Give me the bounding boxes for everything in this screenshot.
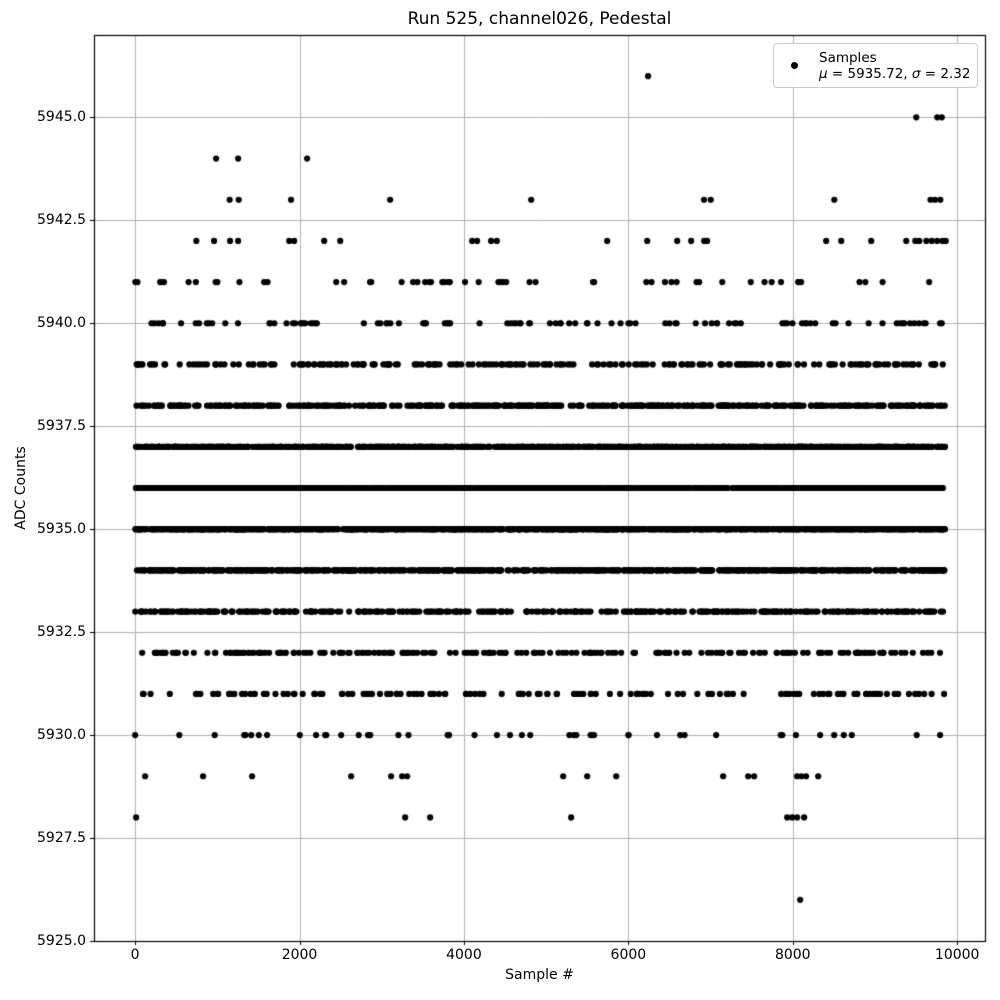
- y-tick-label: 5925.0: [37, 933, 86, 949]
- x-tick-label: 4000: [446, 947, 482, 963]
- legend: [773, 43, 978, 88]
- legend-series-label: Samples: [819, 49, 877, 66]
- x-axis-label: Sample #: [505, 967, 574, 983]
- y-tick-label: 5930.0: [37, 727, 86, 744]
- legend-text: [819, 50, 970, 82]
- x-tick-label: 8000: [774, 947, 811, 963]
- y-tick-label: 5940.0: [37, 315, 86, 332]
- legend-sigma-value: = 2.32: [920, 65, 971, 82]
- y-tick-label: 5932.5: [37, 624, 86, 641]
- legend-stats-line: [819, 66, 970, 82]
- y-tick-label: 5937.5: [37, 418, 86, 435]
- x-tick-label: 10000: [934, 947, 980, 963]
- legend-marker-box: [784, 62, 804, 69]
- legend-mu-symbol: μ: [819, 65, 828, 82]
- legend-marker-dot: [791, 62, 798, 69]
- y-tick-label: 5935.0: [37, 521, 86, 538]
- y-tick-label: 5945.0: [37, 109, 86, 126]
- legend-mu-value: = 5935.72,: [827, 65, 912, 82]
- x-tick-label: 6000: [610, 947, 647, 963]
- chart-title: Run 525, channel026, Pedestal: [407, 9, 672, 29]
- y-tick-label: 5927.5: [37, 830, 86, 847]
- x-tick-label: 2000: [281, 947, 318, 963]
- x-tick-label: 0: [130, 947, 140, 963]
- y-axis-label: ADC Counts: [13, 446, 29, 530]
- y-tick-label: 5942.5: [37, 212, 86, 229]
- legend-sigma-symbol: σ: [911, 65, 921, 82]
